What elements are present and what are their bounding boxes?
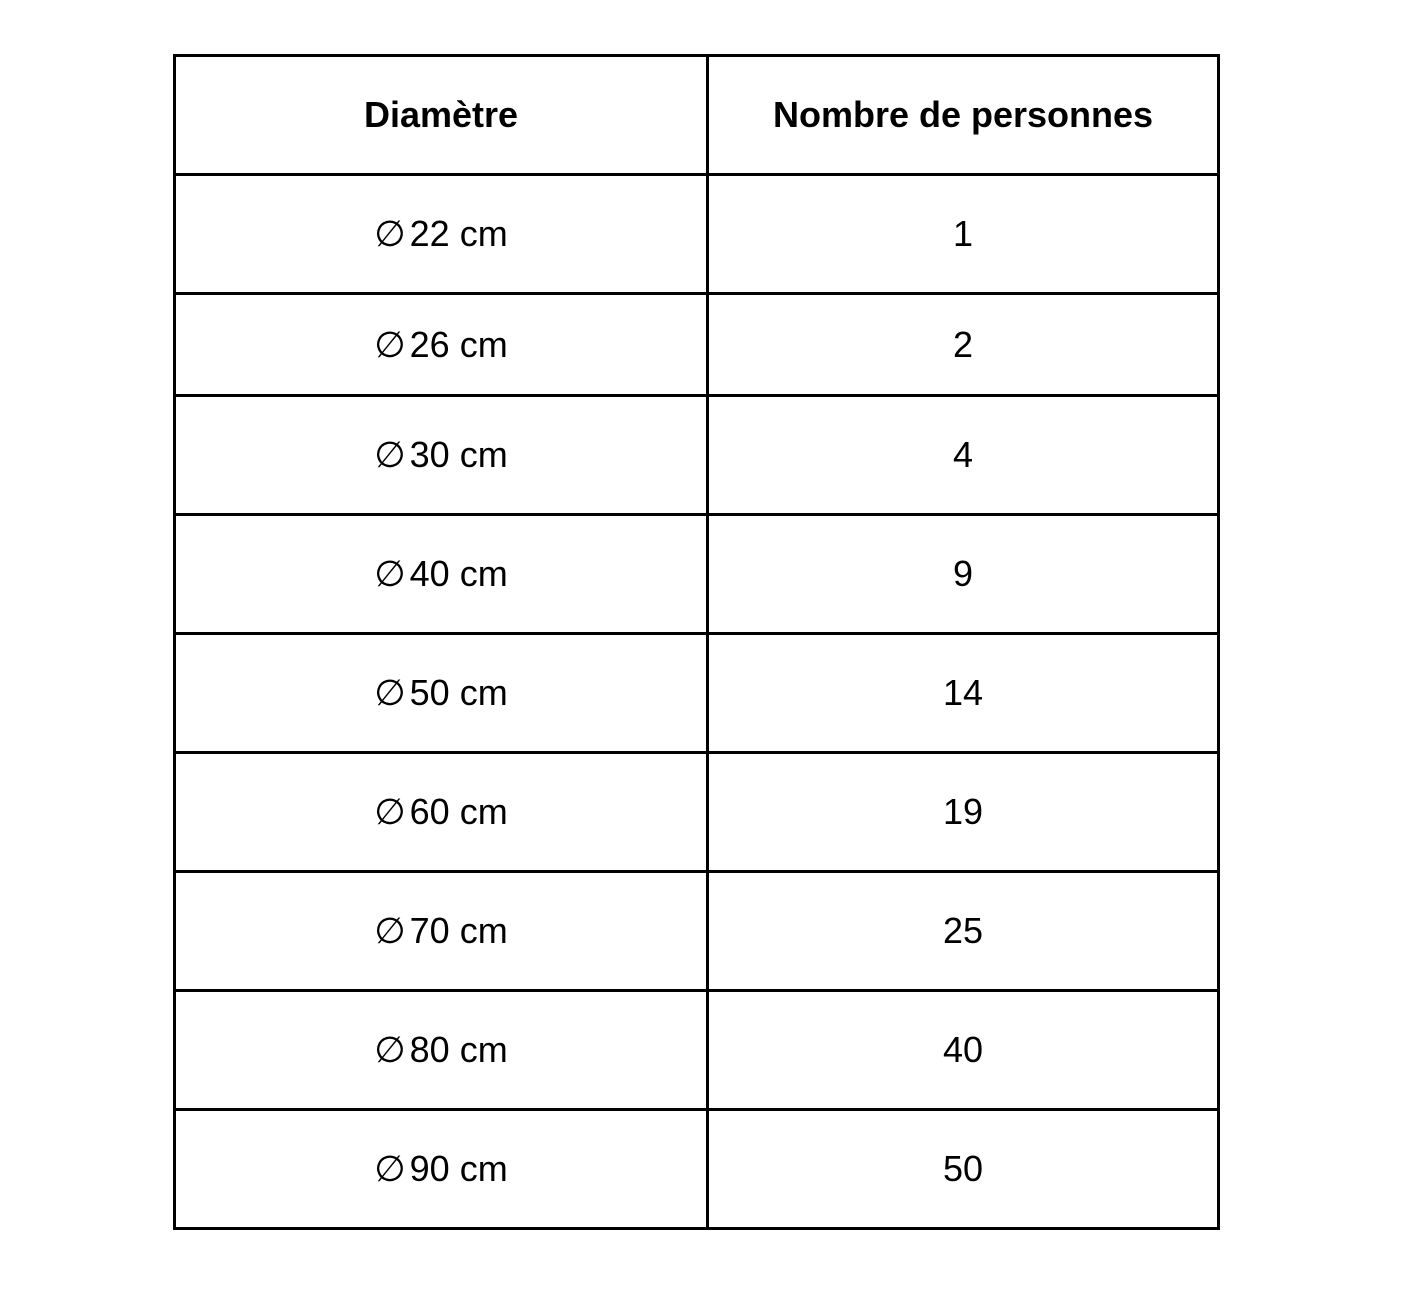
- table-row: [175, 396, 1219, 515]
- people-cell: 19: [708, 753, 1219, 872]
- people-cell: 25: [708, 872, 1219, 991]
- diameter-symbol: ∅: [374, 792, 406, 833]
- people-cell: 4: [708, 396, 1219, 515]
- table-row: [175, 753, 1219, 872]
- diameter-value: 30 cm: [409, 434, 508, 475]
- diameter-value: 50 cm: [409, 672, 508, 713]
- table-row: [175, 515, 1219, 634]
- diameter-symbol: ∅: [374, 214, 406, 255]
- diameter-cell: [175, 294, 708, 396]
- diameter-symbol: ∅: [374, 554, 406, 595]
- people-cell: 14: [708, 634, 1219, 753]
- diameter-cell: [175, 634, 708, 753]
- diameter-symbol: ∅: [374, 1149, 406, 1190]
- diameter-cell: [175, 991, 708, 1110]
- table-row: [175, 872, 1219, 991]
- people-cell: 50: [708, 1110, 1219, 1229]
- diameter-symbol: ∅: [374, 911, 406, 952]
- people-cell: 2: [708, 294, 1219, 396]
- table-row: [175, 175, 1219, 294]
- diameter-symbol: ∅: [374, 435, 406, 476]
- header-row: [175, 56, 1219, 175]
- diameter-value: 22 cm: [409, 213, 508, 254]
- diameter-value: 90 cm: [409, 1148, 508, 1189]
- table-row: [175, 634, 1219, 753]
- diameter-cell: [175, 753, 708, 872]
- header-people: Nombre de personnes: [708, 56, 1219, 175]
- diameter-cell: [175, 175, 708, 294]
- size-table: [173, 54, 1220, 1230]
- diameter-cell: [175, 1110, 708, 1229]
- diameter-symbol: ∅: [374, 1030, 406, 1071]
- diameter-value: 70 cm: [409, 910, 508, 951]
- people-cell: 40: [708, 991, 1219, 1110]
- people-cell: 9: [708, 515, 1219, 634]
- table-row: [175, 294, 1219, 396]
- diameter-value: 26 cm: [409, 323, 508, 365]
- diameter-symbol: ∅: [374, 673, 406, 714]
- table-row: [175, 991, 1219, 1110]
- people-cell: 1: [708, 175, 1219, 294]
- diameter-symbol: ∅: [374, 324, 406, 366]
- diameter-cell: [175, 872, 708, 991]
- diameter-cell: [175, 515, 708, 634]
- diameter-value: 40 cm: [409, 553, 508, 594]
- diameter-value: 80 cm: [409, 1029, 508, 1070]
- diameter-cell: [175, 396, 708, 515]
- diameter-value: 60 cm: [409, 791, 508, 832]
- header-diameter: Diamètre: [175, 56, 708, 175]
- table-row: [175, 1110, 1219, 1229]
